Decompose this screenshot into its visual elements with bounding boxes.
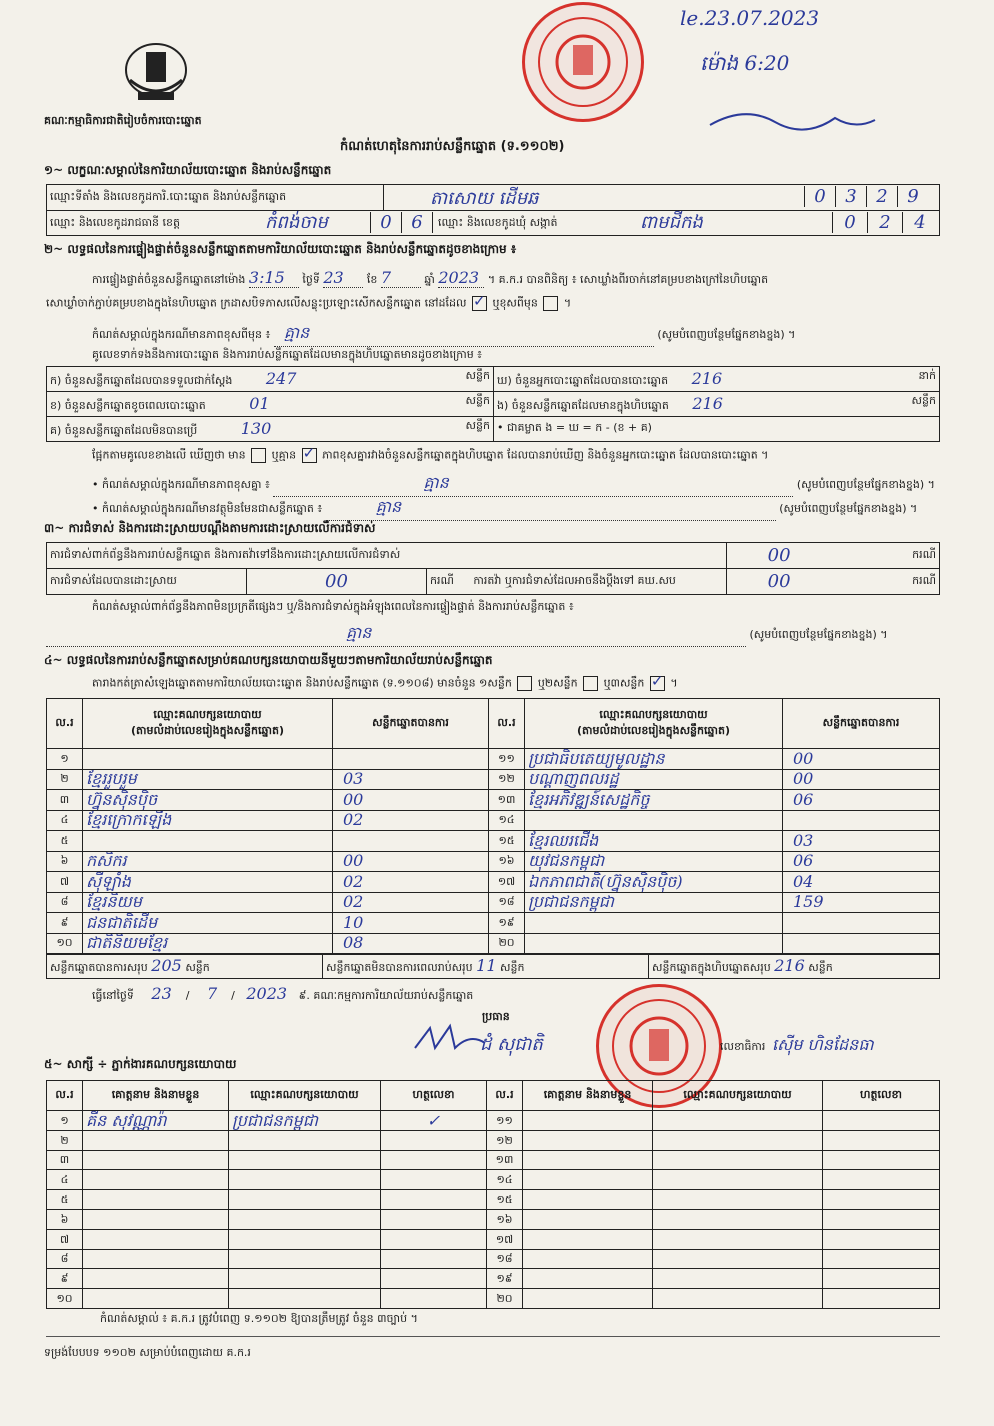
witness-cell: ១០	[47, 1289, 83, 1309]
party-row	[47, 851, 940, 872]
witness-cell	[823, 1130, 940, 1150]
footer-text: ទម្រង់បែបបទ ១១០២ សម្រាប់បំពេញដោយ គ.ក.រ	[44, 1346, 251, 1359]
party-cell: ឯកភាពជាតិ(ហ្វ៊ុនស៊ិនប៉ិច)	[525, 872, 783, 893]
witness-cell	[229, 1289, 381, 1309]
party-cell: ៩	[47, 913, 83, 934]
witness-cell	[653, 1111, 823, 1131]
section2-check-line: ផ្អែកតាមគូលេខខាងលើ ឃើញថា មាន ឬគ្មាន ✓ ភាពខុសគ្នារវាងចំនួនសន្លឹកឆ្នោតក្នុងហិបឆ្នោត ដែលបានរាប់ឃើញ និងចំនួនអ្នកបោះឆ្នោត ដែលបានបោះឆ្នោត ។	[92, 448, 768, 465]
party-cell: 10	[333, 913, 489, 934]
form-title: កំណត់ហេតុនៃការរាប់សន្លឹកឆ្នោត (ទ.១១០២)	[340, 139, 565, 154]
party-cell: ១៣	[489, 790, 525, 811]
witness-cell: ១៣	[487, 1150, 523, 1170]
witness-cell	[83, 1229, 229, 1249]
witness-cell	[653, 1269, 823, 1289]
party-row	[47, 913, 940, 934]
witness-cell: ១៦	[487, 1209, 523, 1229]
party-cell: ខ្មែរអភិវឌ្ឍន៍សេដ្ឋកិច្ច	[525, 790, 783, 811]
section1-row1-code: 0 3 2 9	[804, 186, 928, 207]
witness-row	[47, 1229, 940, 1249]
no-difference-checkbox[interactable]	[302, 448, 317, 463]
party-cell: 02	[333, 892, 489, 913]
section2-item-intro: គូលេខទាក់ទងនឹងការបោះឆ្នោត និងការរាប់សន្លឹកឆ្នោតដែលមានក្នុងហិបឆ្នោតមានដូចខាងក្រោម ៖	[92, 348, 483, 361]
party-row	[47, 831, 940, 852]
party-cell: 03	[333, 769, 489, 790]
section1-row2-label: ឈ្មោះ និងលេខកូដរាជធានី ខេត្ត	[50, 216, 180, 229]
party-cell: ១៨	[489, 892, 525, 913]
section1-heading: ១~ លក្ខណៈសម្គាល់នៃការិយាល័យបោះឆ្នោត និងរាប់សន្លឹកឆ្នោត	[44, 163, 332, 177]
party-cell: ១៥	[489, 831, 525, 852]
party-cell: 06	[783, 790, 940, 811]
witness-row	[47, 1130, 940, 1150]
witness-cell	[229, 1170, 381, 1190]
witness-cell	[523, 1249, 653, 1269]
section1-row2-code: 0 6	[370, 212, 433, 233]
witness-cell	[653, 1130, 823, 1150]
witness-cell: ១៥	[487, 1190, 523, 1210]
party-totals: សន្លឹកឆ្នោតបានការសរុប 205 សន្លឹក សន្លឹកឆ្នោតមិនបានការពេលរាប់សរុប 11 សន្លឹក សន្លឹកឆ្នោតក្នុងហិបឆ្នោតសរុប 216 សន្លឹក	[46, 954, 940, 979]
party-cell	[783, 810, 940, 831]
party-cell: ៤	[47, 810, 83, 831]
witness-row	[47, 1190, 940, 1210]
party-row	[47, 892, 940, 913]
witness-cell: ១១	[487, 1111, 523, 1131]
committee-name: គណៈកម្មាធិការជាតិរៀបចំការបោះឆ្នោត	[44, 114, 202, 127]
signature-top	[705, 100, 905, 144]
witness-table: ល.រ គោត្តនាម និងនាមខ្លួន ឈ្មោះគណបក្សនយោបាយ ហត្ថលេខា ល.រ គោត្តនាម និងនាមខ្លួន ឈ្មោះគណបក្សនយោបាយ ហត្ថលេខា ១ គីន សុវណ្ណារ៉ា ប្រជាជនកម្ពុជា ✓ ១១ ២ ១២ ៣ ១៣ ៤ ១៤ ៥ ១៥ ៦ ១៦ ៧ ១៧ ៨ ១៨ ៩ ១៩ ១០ ២០	[46, 1080, 940, 1309]
party-cell: ១	[47, 749, 83, 770]
party-cell: បណ្តាញពលរដ្ឋ	[525, 769, 783, 790]
section1-row2-value2: ពាមជីកង	[640, 212, 703, 233]
party-cell: ជាតិនិយមខ្មែរ	[83, 933, 333, 954]
party-cell	[783, 913, 940, 934]
party-cell: ១៧	[489, 872, 525, 893]
witness-cell	[523, 1111, 653, 1131]
section5-footnote: កំណត់សម្គាល់ ៖ គ.ក.រ ត្រូវបំពេញ ទ.១១០២ ឱ្យបានត្រឹមត្រូវ ចំនួន ៣ច្បាប់ ។	[100, 1312, 418, 1325]
party-cell: ប្រជាជនកម្ពុជា	[525, 892, 783, 913]
section2-line2: សោឃ្លាំចាក់ភ្ជាប់គម្របខាងក្នុងនៃហិបឆ្នោត ក្រដាសបិទភាសលើសន្លុះប្រឡោះសើកសន្លឹកឆ្នោត នៅដដែល ✓ ឬខុសពីមុន ។	[46, 296, 571, 313]
witness-cell	[653, 1209, 823, 1229]
witness-cell: ៩	[47, 1269, 83, 1289]
chair-signature	[410, 1018, 490, 1062]
party-cell: ៦	[47, 851, 83, 872]
witness-cell	[523, 1170, 653, 1190]
witness-cell: ៤	[47, 1170, 83, 1190]
party-cell	[525, 810, 783, 831]
party-cell: ខ្មែរឈរជើង	[525, 831, 783, 852]
chair-label: ប្រធាន	[482, 1010, 510, 1023]
section3-note-line: គ្មាន (សូមបំពេញបន្ថែមផ្នែកខាងខ្នង) ។	[46, 622, 888, 647]
witness-cell: ៨	[47, 1249, 83, 1269]
witness-cell	[523, 1269, 653, 1289]
witness-cell	[229, 1150, 381, 1170]
witness-cell: ២	[47, 1130, 83, 1150]
section2-items-table: ក) ចំនួនសន្លឹកឆ្នោតដែលបានទទួលជាក់ស្តែង 247 សន្លឹក ឃ) ចំនួនអ្នកបោះឆ្នោតដែលបានបោះឆ្នោត 216 នាក់ ខ) ចំនួនសន្លឹកឆ្នោតខូចពេលបោះឆ្នោត 01 សន្លឹក ង) ចំនួនសន្លឹកឆ្នោតដែលមានក្នុងហិបឆ្នោត 216 សន្លឹក គ) ចំនួនសន្លឹកឆ្នោតដែលមិនបានប្រើ 130 សន្លឹក • ជាគម្លាត ង = ឃ = ក - (ខ + គ)	[46, 366, 940, 442]
witness-row	[47, 1170, 940, 1190]
party-cell: 02	[333, 810, 489, 831]
witness-row	[47, 1150, 940, 1170]
party-cell: ១៩	[489, 913, 525, 934]
party-cell	[525, 913, 783, 934]
section3-table: ការជំទាស់ពាក់ព័ន្ធនឹងការរាប់សន្លឹកឆ្នោត និងការតវ៉ាទៅនឹងការដោះស្រាយលើការជំទាស់ 00 ករណី ការជំទាស់ដែលបានដោះស្រាយ 00 ករណី ការតវ៉ា ឬការជំទាស់ដែលអាចនឹងប្តឹងទៅ គឃ.សប 00 ករណី	[46, 542, 940, 595]
party-cell	[333, 831, 489, 852]
witness-cell	[381, 1130, 487, 1150]
witness-cell: ១៨	[487, 1249, 523, 1269]
witness-cell	[823, 1170, 940, 1190]
witness-cell: ៥	[47, 1190, 83, 1210]
witness-cell	[381, 1190, 487, 1210]
chair-name: ដំ សុជាតិ	[480, 1034, 543, 1055]
witness-row	[47, 1111, 940, 1131]
witness-cell	[229, 1269, 381, 1289]
witness-cell	[653, 1190, 823, 1210]
nec-emblem-icon	[120, 40, 192, 108]
section2-line1: ការផ្ទៀងផ្ទាត់ចំនួនសន្លឹកឆ្នោតនៅម៉ោង 3:15 ថ្ងៃទី 23 ខែ 7 ឆ្នាំ 2023 ។ គ.ក.រ បានពិនិត្យ ៖ សោឃ្លាំងពីរចាក់នៅគម្របខាងក្រៅនៃហិបឆ្នោត	[92, 268, 769, 287]
party-cell: ១៦	[489, 851, 525, 872]
section4-intro: តារាងកត់ត្រាសំឡេងឆ្នោតតាមការិយាល័យបោះឆ្នោត និងរាប់សន្លឹកឆ្នោត (ទ.១១០៨) មានចំនួន ១សន្លឹក ឬ២សន្លឹក ឬ៣សន្លឹក ✓ ។	[92, 676, 678, 693]
witness-row	[47, 1209, 940, 1229]
party-cell: ៨	[47, 892, 83, 913]
party-row	[47, 790, 940, 811]
witness-cell	[823, 1269, 940, 1289]
section1-row1-value: តាសោយ ដើមឆ	[430, 188, 539, 209]
party-cell: 159	[783, 892, 940, 913]
party-cell: 04	[783, 872, 940, 893]
witness-cell	[381, 1209, 487, 1229]
party-cell: ៧	[47, 872, 83, 893]
party-row	[47, 933, 940, 954]
witness-cell	[823, 1190, 940, 1210]
party-cell: ខ្មែរក្រោកឡើង	[83, 810, 333, 831]
witness-cell	[83, 1130, 229, 1150]
secretary-name: ស៊ើម ហិនដែនធា	[772, 1035, 874, 1054]
party-cell: 00	[333, 851, 489, 872]
party-cell: 00	[783, 769, 940, 790]
party-row	[47, 872, 940, 893]
witness-cell	[83, 1190, 229, 1210]
section1-row2-label2: ឈ្មោះ និងលេខកូដឃុំ សង្កាត់	[438, 216, 558, 229]
party-cell	[783, 933, 940, 954]
witness-cell	[823, 1289, 940, 1309]
witness-cell: ៣	[47, 1150, 83, 1170]
party-cell: 00	[333, 790, 489, 811]
witness-cell: ២០	[487, 1289, 523, 1309]
section1-row2-value: កំពង់ចាម	[265, 212, 328, 233]
witness-row	[47, 1269, 940, 1289]
party-cell: 06	[783, 851, 940, 872]
party-cell	[83, 831, 333, 852]
party-cell: ២	[47, 769, 83, 790]
witness-cell	[523, 1150, 653, 1170]
party-cell: ប្រជាធិបតេយ្យមូលដ្ឋាន	[525, 749, 783, 770]
witness-row	[47, 1289, 940, 1309]
has-difference-checkbox[interactable]	[251, 448, 266, 463]
witness-cell	[229, 1190, 381, 1210]
witness-cell: ១	[47, 1111, 83, 1131]
witness-cell: ១២	[487, 1130, 523, 1150]
party-cell: ១៤	[489, 810, 525, 831]
section2-heading: ២~ លទ្ធផលនៃការផ្ទៀងផ្ទាត់ចំនួនសន្លឹកឆ្នោតតាមការិយាល័យបោះឆ្នោត និងរាប់សន្លឹកឆ្នោតដូចខាងក្រោម ៖	[44, 242, 517, 256]
section2-note: កំណត់សម្គាល់ក្នុងករណីមានភាពខុសពីមុន ៖ គ្មាន (សូមបំពេញបន្ថែមផ្នែកខាងខ្នង) ។	[92, 322, 795, 347]
witness-cell	[523, 1190, 653, 1210]
party-cell: ហ្វ៊ុនស៊ិនប៉ិច	[83, 790, 333, 811]
witness-cell	[381, 1249, 487, 1269]
witness-cell	[381, 1289, 487, 1309]
secretary-label: លេខាធិការ	[720, 1040, 766, 1053]
witness-cell	[381, 1269, 487, 1289]
witness-cell	[83, 1209, 229, 1229]
party-cell: ស៊ីឡាំង	[83, 872, 333, 893]
witness-cell	[381, 1229, 487, 1249]
section3-heading: ៣~ ការជំទាស់ និងការដោះស្រាយបណ្តឹងតាមការដោះស្រាយលើការជំទាស់	[44, 521, 376, 535]
witness-cell	[653, 1170, 823, 1190]
witness-cell	[523, 1209, 653, 1229]
section1-row2-code2: 0 2 4	[832, 212, 937, 233]
witness-row	[47, 1249, 940, 1269]
witness-cell	[523, 1229, 653, 1249]
party-cell	[83, 749, 333, 770]
section2-bullet2: • កំណត់សម្គាល់ក្នុងករណីមានវត្ថុមិនមែនជាសន្លឹកឆ្នោត ៖ គ្មាន (សូមបំពេញបន្ថែមផ្នែកខាងខ្នង) ។	[92, 496, 917, 521]
three-sheet-checkbox[interactable]	[650, 676, 665, 691]
handwritten-time: ម៉ោង 6:20	[700, 51, 790, 75]
handwritten-date: le.23.07.2023	[680, 6, 820, 30]
witness-cell: ១៧	[487, 1229, 523, 1249]
section2-bullet1: • កំណត់សម្គាល់ក្នុងករណីមានភាពខុសគ្នា ៖ គ្មាន (សូមបំពេញបន្ថែមផ្នែកខាងខ្នង) ។	[92, 472, 935, 497]
party-cell: 00	[783, 749, 940, 770]
witness-cell: ៧	[47, 1229, 83, 1249]
witness-cell	[229, 1209, 381, 1229]
made-on-line: ធ្វើនៅថ្ងៃទី 23 / 7 / 2023 ៩. គណៈកម្មការការិយាល័យរាប់សន្លឹកឆ្នោត	[92, 984, 474, 1003]
party-results-table: ល.រ ឈ្មោះគណបក្សនយោបាយ (តាមលំដាប់លេខរៀងក្នុងសន្លឹកឆ្នោត) សន្លឹកឆ្នោតបានការ ល.រ ឈ្មោះគណបក្សនយោបាយ (តាមលំដាប់លេខរៀងក្នុងសន្លឹកឆ្នោត) សន្លឹកឆ្នោតបានការ ១ ១១ ប្រជាធិបតេយ្យមូលដ្ឋាន 00 ២ ខ្មែររួបរួម 03 ១២ បណ្តាញពលរដ្ឋ 00 ៣ ហ្វ៊ុនស៊ិនប៉ិច 00 ១៣ ខ្មែរអភិវឌ្ឍន៍សេដ្ឋកិច្ច 06 ៤ ខ្មែរក្រោកឡើង 02 ១៤ ៥ ១៥ ខ្មែរឈរជើង 03 ៦ កសិករ 00 ១៦ យុវជនកម្ពុជា 06 ៧ ស៊ីឡាំង 02 ១៧ ឯកភាពជាតិ(ហ្វ៊ុនស៊ិនប៉ិច) 04 ៨ ខ្មែរនិយម 02 ១៨ ប្រជាជនកម្ពុជា 159 ៩ ជនជាតិដើម 10 ១៩ ១០ ជាតិនិយមខ្មែរ 08 ២០	[46, 698, 940, 954]
witness-cell	[83, 1249, 229, 1269]
party-row	[47, 749, 940, 770]
section3-note: កំណត់សម្គាល់ពាក់ព័ន្ធនឹងភាពមិនប្រក្រតីផ្សេងៗ ឬ/និងការជំទាស់ក្នុងអំឡុងពេលនៃការផ្ទៀងផ្ទាត់ និងការរាប់សន្លឹកឆ្នោត ៖	[92, 600, 574, 613]
witness-cell: ១៤	[487, 1170, 523, 1190]
witness-cell	[83, 1170, 229, 1190]
party-cell: ៣	[47, 790, 83, 811]
party-cell	[333, 749, 489, 770]
witness-cell	[83, 1269, 229, 1289]
party-cell: ២០	[489, 933, 525, 954]
party-cell: កសិករ	[83, 851, 333, 872]
party-cell: ជនជាតិដើម	[83, 913, 333, 934]
witness-cell	[823, 1249, 940, 1269]
witness-cell: គីន សុវណ្ណារ៉ា	[83, 1111, 229, 1131]
witness-cell	[523, 1289, 653, 1309]
witness-cell	[823, 1150, 940, 1170]
witness-cell	[83, 1150, 229, 1170]
party-cell: ១១	[489, 749, 525, 770]
party-cell: ១២	[489, 769, 525, 790]
party-cell: ១០	[47, 933, 83, 954]
witness-cell: ✓	[381, 1111, 487, 1131]
two-sheet-checkbox[interactable]	[583, 676, 598, 691]
witness-cell	[83, 1289, 229, 1309]
changed-checkbox[interactable]	[543, 296, 558, 311]
official-stamp-top	[522, 2, 644, 122]
section5-heading: ៥~ សាក្សី ÷ ភ្នាក់ងារគណបក្សនយោបាយ	[44, 1057, 237, 1071]
party-cell: 08	[333, 933, 489, 954]
party-cell: 03	[783, 831, 940, 852]
witness-cell: ១៩	[487, 1269, 523, 1289]
party-cell: 02	[333, 872, 489, 893]
witness-cell	[823, 1111, 940, 1131]
party-cell: ខ្មែរនិយម	[83, 892, 333, 913]
section1-row1-label: ឈ្មោះទីតាំង និងលេខកូដការិ.បោះឆ្នោត និងរាប់សន្លឹកឆ្នោត	[50, 190, 287, 203]
unchanged-checkbox[interactable]	[472, 296, 487, 311]
witness-cell: ៦	[47, 1209, 83, 1229]
party-cell: ៥	[47, 831, 83, 852]
witness-cell	[653, 1229, 823, 1249]
section4-heading: ៤~ លទ្ធផលនៃការរាប់សន្លឹកឆ្នោតសម្រាប់គណបក្សនយោបាយនីមួយៗតាមការិយាល័យរាប់សន្លឹកឆ្នោត	[44, 653, 493, 667]
witness-cell	[653, 1249, 823, 1269]
party-row	[47, 810, 940, 831]
party-cell	[525, 933, 783, 954]
witness-cell	[653, 1150, 823, 1170]
witness-cell	[229, 1130, 381, 1150]
witness-cell: ប្រជាជនកម្ពុជា	[229, 1111, 381, 1131]
party-cell: ខ្មែររួបរួម	[83, 769, 333, 790]
witness-cell	[229, 1249, 381, 1269]
one-sheet-checkbox[interactable]	[517, 676, 532, 691]
party-cell: យុវជនកម្ពុជា	[525, 851, 783, 872]
witness-cell	[823, 1229, 940, 1249]
witness-cell	[523, 1130, 653, 1150]
witness-cell	[381, 1150, 487, 1170]
witness-cell	[823, 1209, 940, 1229]
witness-cell	[653, 1289, 823, 1309]
party-row	[47, 769, 940, 790]
witness-cell	[229, 1229, 381, 1249]
witness-cell	[381, 1170, 487, 1190]
